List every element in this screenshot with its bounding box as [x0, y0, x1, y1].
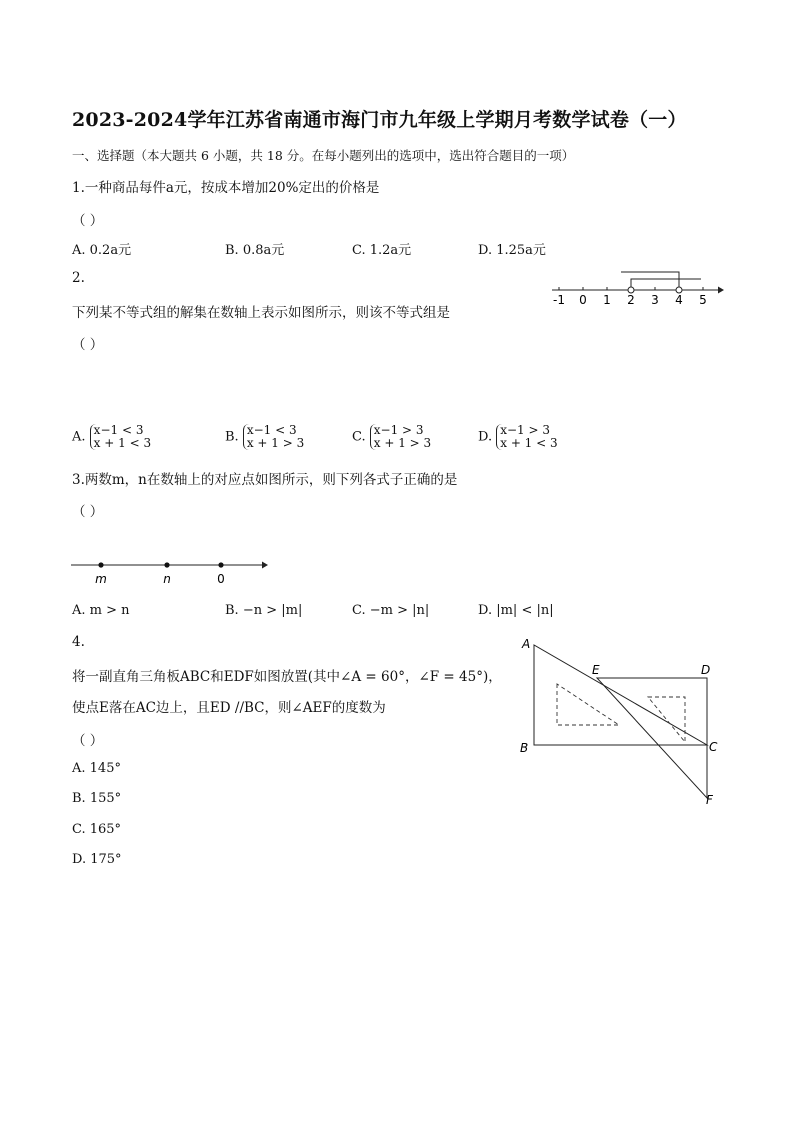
label-e: E: [592, 663, 600, 677]
label-n: n: [163, 572, 171, 586]
solution-bracket-right: [631, 279, 701, 290]
inequality-line: x + 1 < 3: [500, 436, 558, 450]
tick-label: 4: [675, 293, 683, 307]
question-2-number: 2.: [72, 270, 85, 286]
inequality-line: x−1 > 3: [500, 423, 551, 437]
question-3-option-d[interactable]: D. |m| < |n|: [478, 603, 554, 618]
tick-label: 3: [651, 293, 659, 307]
question-3-option-a[interactable]: A. m > n: [72, 603, 130, 618]
question-1-option-c[interactable]: C. 1.2a元: [352, 243, 412, 258]
question-1-stem: 1.一种商品每件a元，按成本增加20%定出的价格是: [72, 180, 380, 196]
number-line-arrow: [718, 287, 724, 294]
question-2-stem: 下列某不等式组的解集在数轴上表示如图所示，则该不等式组是: [72, 305, 450, 321]
option-letter: D.: [478, 429, 493, 445]
question-1-option-b[interactable]: B. 0.8a元: [225, 243, 285, 258]
label-c: C: [709, 740, 718, 754]
question-4-option-d[interactable]: D. 175°: [72, 852, 122, 867]
label-zero: 0: [217, 572, 225, 586]
inequality-system: [496, 424, 557, 450]
question-3-option-b[interactable]: B. −n > |m|: [225, 603, 303, 618]
inequality-system: [90, 424, 151, 450]
label-m: m: [95, 572, 107, 586]
triangle-abc: [534, 645, 707, 745]
label-b: B: [520, 741, 529, 755]
question-1-option-d[interactable]: D. 1.25a元: [478, 243, 546, 258]
question-2-number-line: [546, 262, 726, 310]
triangle-edf: [597, 678, 707, 798]
inequality-line: x−1 < 3: [246, 423, 297, 437]
dashed-inner-triangle-right: [648, 697, 685, 742]
question-4-option-c[interactable]: C. 165°: [72, 822, 122, 837]
question-1-option-a[interactable]: A. 0.2a元: [72, 243, 132, 258]
question-2-option-d[interactable]: [478, 424, 558, 450]
question-4-stem-line2: 使点E落在AC边上，且ED //BC，则∠AEF的度数为: [72, 700, 386, 716]
question-4-stem-line1: 将一副直角三角板ABC和EDF如图放置(其中∠A = 60°，∠F = 45°)，: [72, 669, 502, 685]
inequality-system: [370, 424, 431, 450]
inequality-line: x + 1 > 3: [246, 436, 305, 450]
section-header: 一、选择题（本大题共 6 小题，共 18 分。在每小题列出的选项中，选出符合题目的一项）: [72, 148, 575, 163]
question-2-option-c[interactable]: [352, 424, 431, 450]
inequality-line: x + 1 < 3: [93, 436, 152, 450]
point-zero: [218, 562, 223, 567]
question-3-paren: （ ）: [72, 504, 104, 520]
question-4-option-b[interactable]: B. 155°: [72, 791, 122, 806]
label-d: D: [701, 663, 711, 677]
inequality-line: x−1 > 3: [373, 423, 424, 437]
label-f: F: [706, 793, 713, 807]
question-1-paren: （ ）: [72, 213, 104, 229]
inequality-line: x + 1 > 3: [373, 436, 432, 450]
point-m: [98, 562, 103, 567]
option-letter: B.: [225, 429, 239, 445]
page-title: 2023-2024学年江苏省南通市海门市九年级上学期月考数学试卷（一）: [72, 109, 687, 131]
option-letter: A.: [72, 429, 86, 445]
tick-label: 0: [579, 293, 587, 307]
point-n: [164, 562, 169, 567]
question-2-option-a[interactable]: [72, 424, 151, 450]
question-4-triangle-figure: [512, 632, 732, 812]
tick-label: 1: [603, 293, 611, 307]
label-a: A: [522, 637, 531, 651]
tick-label: -1: [553, 293, 565, 307]
number-line-arrow: [262, 562, 268, 569]
inequality-line: x−1 < 3: [93, 423, 144, 437]
tick-label: 2: [627, 293, 635, 307]
question-3-option-c[interactable]: C. −m > |n|: [352, 603, 430, 618]
dashed-inner-triangle-left: [557, 684, 619, 725]
option-letter: C.: [352, 429, 366, 445]
question-2-paren: （ ）: [72, 337, 104, 353]
inequality-system: [243, 424, 304, 450]
question-3-stem: 3.两数m，n在数轴上的对应点如图所示，则下列各式子正确的是: [72, 472, 458, 488]
question-4-number: 4.: [72, 634, 85, 650]
question-4-option-a[interactable]: A. 145°: [72, 761, 121, 776]
question-2-option-b[interactable]: [225, 424, 304, 450]
question-4-paren: （ ）: [72, 733, 104, 749]
tick-label: 5: [699, 293, 707, 307]
question-3-number-line: [66, 555, 276, 591]
